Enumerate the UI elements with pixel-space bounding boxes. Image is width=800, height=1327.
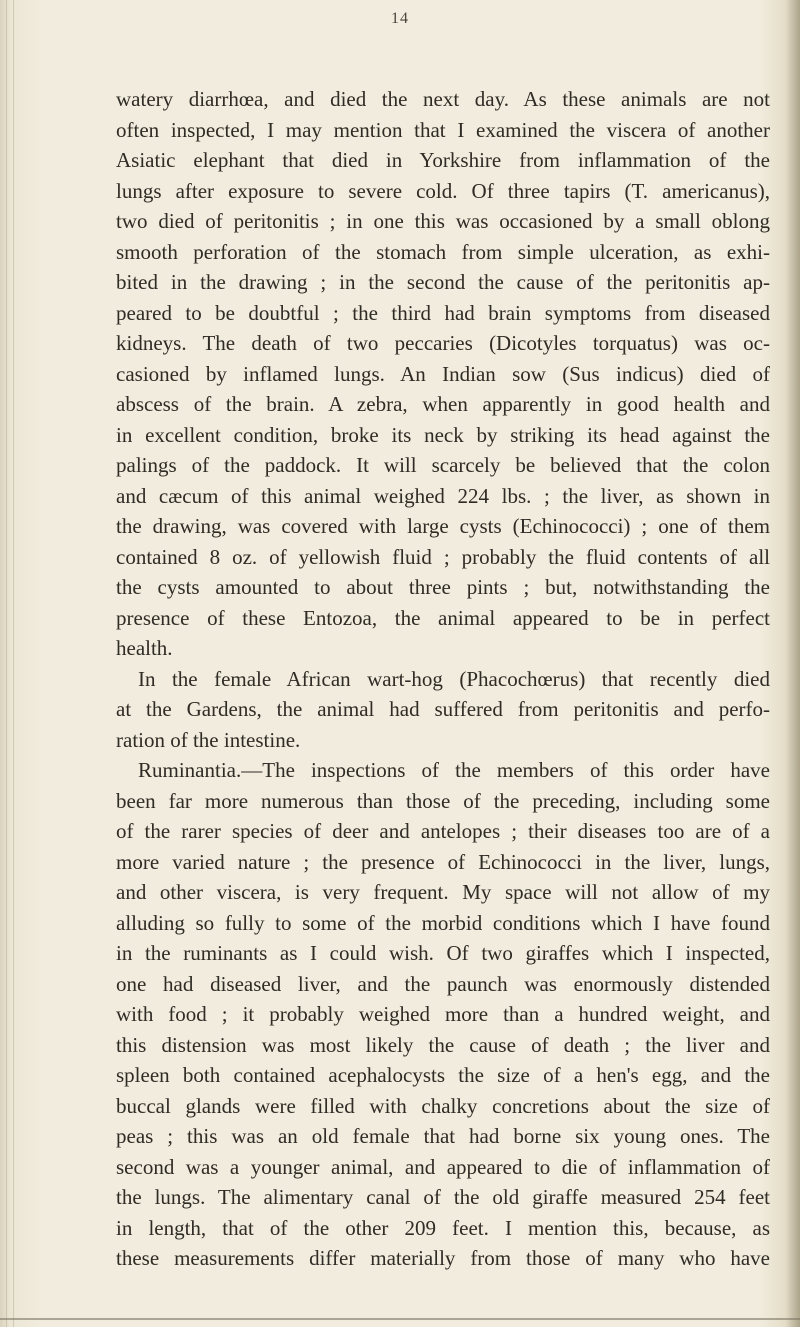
text-line: been far more numerous than those of the preceding, including some (116, 788, 770, 813)
text-line: Asiatic elephant that died in Yorkshire from inflammation of the (116, 148, 770, 172)
text-line: one had diseased liver, and the paunch was enormously distended (116, 971, 770, 996)
text-line: Ruminantia.—The inspections of the members of this order have (138, 758, 770, 782)
text-line: presence of these Entozoa, the animal appeared to be in perfect (116, 605, 770, 630)
text-line: spleen both contained acephalocysts the size of a hen's egg, and the (116, 1063, 770, 1087)
page-number: 14 (391, 10, 409, 27)
text-line: and other viscera, is very frequent. My space will not allow of my (116, 880, 770, 904)
bottom-rule (0, 1318, 800, 1320)
text-line: ration of the intestine. (116, 727, 301, 752)
text-line: palings of the paddock. It will scarcely be believed that the colon (116, 453, 770, 477)
text-line: contained 8 oz. of yellowish fluid ; probably the fluid contents of all (116, 544, 770, 569)
text-line: at the Gardens, the animal had suffered from peritonitis and perfo- (116, 697, 770, 721)
text-line: with food ; it probably weighed more than a hundred weight, and (116, 1002, 770, 1026)
text-line: the lungs. The alimentary canal of the old giraffe measured 254 feet (116, 1185, 770, 1209)
page-edge-shadow (786, 0, 800, 1327)
text-line: more varied nature ; the presence of Echinococci in the liver, lungs, (116, 849, 770, 874)
body-text (116, 84, 770, 1274)
text-line: and cæcum of this animal weighed 224 lbs. ; the liver, as shown in (116, 483, 770, 508)
text-line: bited in the drawing ; in the second the cause of the peritonitis ap- (116, 270, 770, 294)
text-line: peared to be doubtful ; the third had brain symptoms from diseased (116, 300, 770, 325)
gutter-line (13, 0, 14, 1327)
text-line: lungs after exposure to severe cold. Of three tapirs (T. americanus), (116, 178, 770, 203)
text-line: abscess of the brain. A zebra, when apparently in good health and (116, 392, 770, 416)
text-line: two died of peritonitis ; in one this was occasioned by a small oblong (116, 209, 770, 233)
text-line: health. (116, 636, 173, 660)
text-line: In the female African wart-hog (Phacochœrus) that recently died (138, 666, 770, 691)
text-line: smooth perforation of the stomach from simple ulceration, as exhi- (116, 239, 770, 264)
text-line: this distension was most likely the cause of death ; the liver and (116, 1032, 770, 1057)
text-line: the drawing, was covered with large cysts (Echinococci) ; one of them (116, 514, 770, 538)
text-line: kidneys. The death of two peccaries (Dicotyles torquatus) was oc- (116, 331, 770, 355)
text-line: the cysts amounted to about three pints ; but, notwithstanding the (116, 575, 770, 599)
text-line: in length, that of the other 209 feet. I mention this, because, as (116, 1215, 770, 1240)
text-line: watery diarrhœa, and died the next day. As these animals are not (116, 87, 770, 111)
text-line: peas ; this was an old female that had borne six young ones. The (116, 1124, 770, 1148)
text-line: in excellent condition, broke its neck by striking its head against the (116, 422, 770, 447)
text-line: buccal glands were filled with chalky concretions about the size of (116, 1093, 770, 1118)
text-line: of the rarer species of deer and antelopes ; their diseases too are of a (116, 819, 770, 843)
text-line: these measurements differ materially from those of many who have (116, 1246, 770, 1270)
text-line: often inspected, I may mention that I examined the viscera of another (116, 117, 770, 142)
text-line: casioned by inflamed lungs. An Indian sow (Sus indicus) died of (116, 361, 770, 386)
text-line: in the ruminants as I could wish. Of two giraffes which I inspected, (116, 941, 770, 965)
gutter-line (6, 0, 7, 1327)
text-line: second was a younger animal, and appeared to die of inflammation of (116, 1154, 770, 1179)
text-line: alluding so fully to some of the morbid conditions which I have found (116, 910, 770, 935)
